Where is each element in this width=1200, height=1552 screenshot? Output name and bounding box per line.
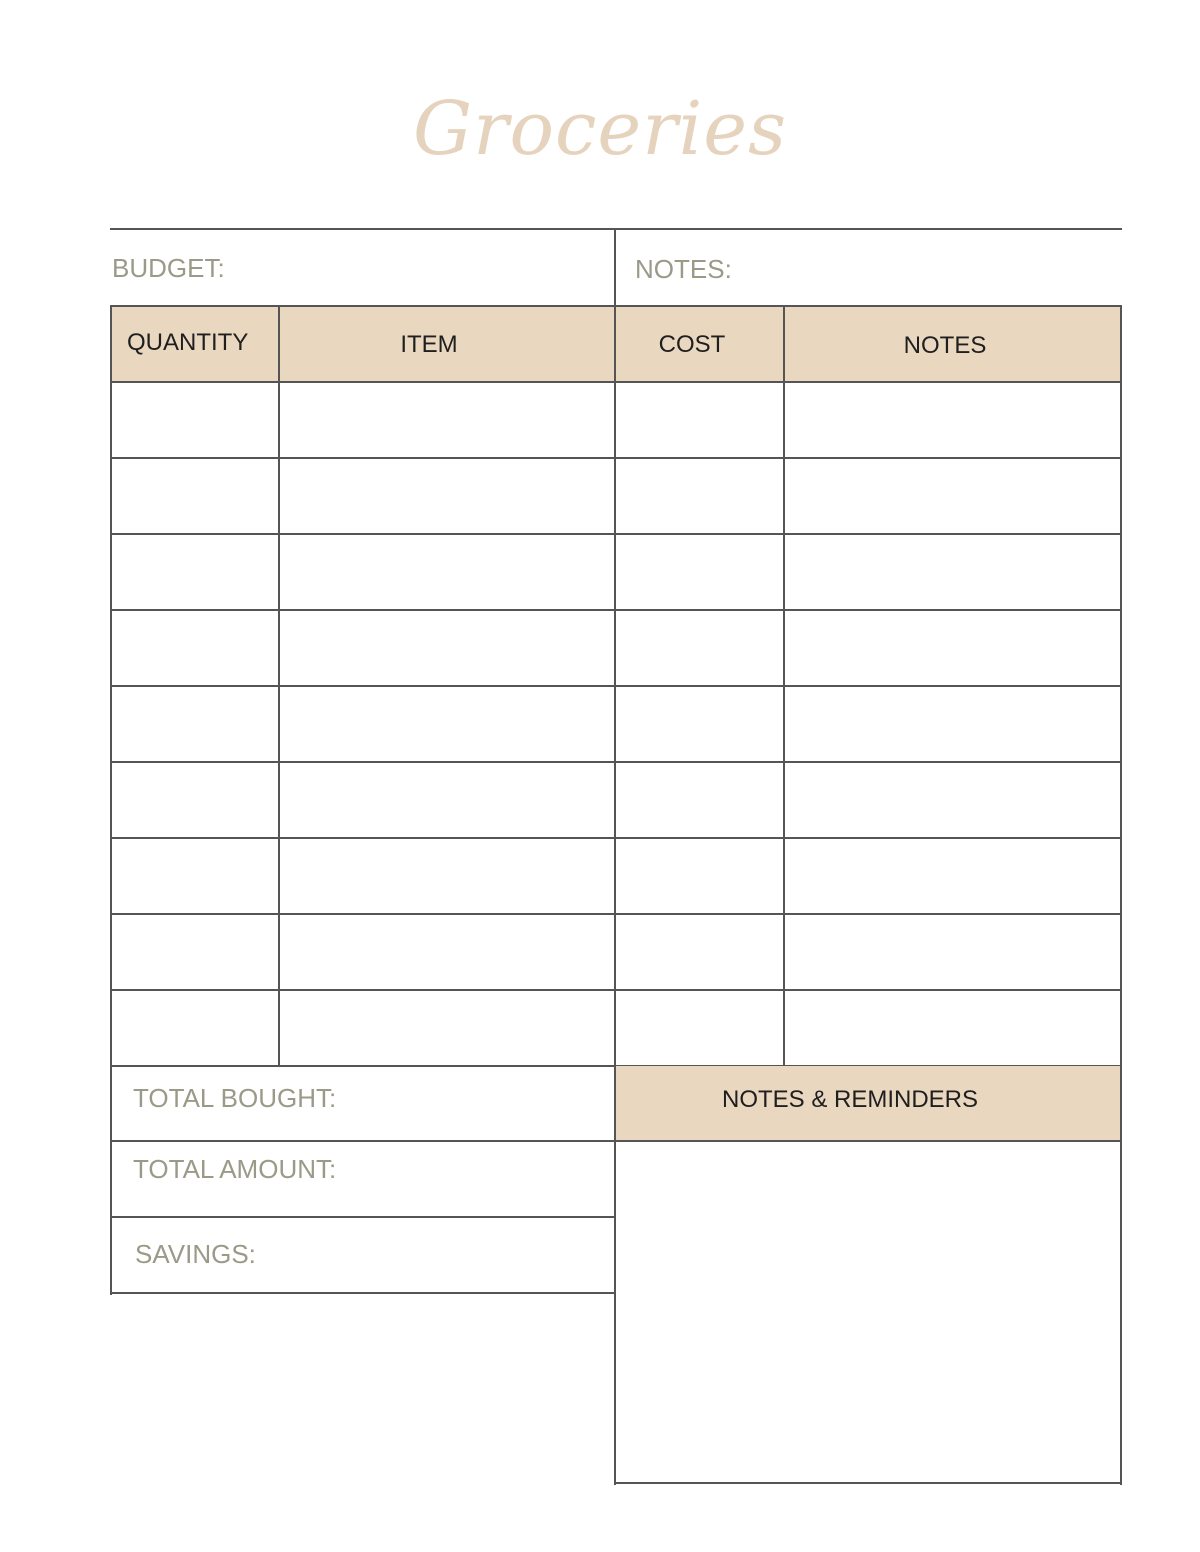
table-cell-cost[interactable] (617, 764, 782, 836)
totals-left-border (110, 1065, 112, 1295)
table-cell-quantity[interactable] (113, 536, 277, 608)
notes-panel-left-border (614, 1065, 616, 1485)
table-row-line (110, 837, 1122, 839)
table-cell-notes[interactable] (786, 840, 1119, 912)
table-cell-cost[interactable] (617, 992, 782, 1064)
table-column-line (1120, 305, 1122, 1066)
table-cell-quantity[interactable] (113, 840, 277, 912)
table-cell-cost[interactable] (617, 688, 782, 760)
table-cell-item[interactable] (281, 840, 613, 912)
totals-bottom-border (110, 1292, 616, 1294)
notes-panel-right-border (1120, 1065, 1122, 1485)
header-quantity: QUANTITY (127, 329, 249, 356)
notes-label: NOTES: (635, 254, 732, 284)
table-row-line (110, 989, 1122, 991)
table-cell-quantity[interactable] (113, 764, 277, 836)
table-cell-item[interactable] (281, 916, 613, 988)
header-cost: COST (658, 331, 726, 358)
table-row-line (110, 381, 1122, 383)
header-item: ITEM (400, 331, 458, 358)
page-title: Groceries (412, 86, 788, 172)
table-cell-cost[interactable] (617, 460, 782, 532)
table-cell-notes[interactable] (786, 384, 1119, 456)
table-cell-quantity[interactable] (113, 992, 277, 1064)
totals-divider-1 (110, 1140, 616, 1142)
table-cell-quantity[interactable] (113, 688, 277, 760)
table-cell-cost[interactable] (617, 612, 782, 684)
table-cell-quantity[interactable] (113, 612, 277, 684)
totals-divider-2 (110, 1216, 616, 1218)
table-column-line (278, 305, 280, 1066)
table-cell-notes[interactable] (786, 764, 1119, 836)
notes-panel-bottom-border (614, 1482, 1122, 1484)
table-row-line (110, 305, 1122, 307)
total-amount-field[interactable] (350, 1143, 611, 1214)
table-cell-item[interactable] (281, 612, 613, 684)
table-cell-notes[interactable] (786, 460, 1119, 532)
table-cell-item[interactable] (281, 764, 613, 836)
table-cell-cost[interactable] (617, 536, 782, 608)
notes-field[interactable] (740, 232, 1120, 304)
fields-divider (614, 228, 616, 306)
savings-label: SAVINGS: (135, 1239, 256, 1269)
table-cell-cost[interactable] (617, 384, 782, 456)
savings-field[interactable] (265, 1219, 611, 1290)
table-cell-notes[interactable] (786, 688, 1119, 760)
top-divider (110, 228, 1122, 230)
table-row-line (110, 457, 1122, 459)
budget-label: BUDGET: (112, 253, 225, 283)
notes-reminders-header: NOTES & REMINDERS (721, 1086, 979, 1113)
table-row-line (110, 609, 1122, 611)
table-row-line (110, 913, 1122, 915)
notes-panel-header-divider (614, 1140, 1122, 1142)
table-cell-item[interactable] (281, 688, 613, 760)
table-cell-item[interactable] (281, 536, 613, 608)
table-column-line (614, 305, 616, 1066)
table-cell-cost[interactable] (617, 916, 782, 988)
table-cell-cost[interactable] (617, 840, 782, 912)
table-cell-notes[interactable] (786, 536, 1119, 608)
table-cell-item[interactable] (281, 384, 613, 456)
table-column-line (110, 305, 112, 1066)
table-column-line (783, 305, 785, 1066)
table-cell-quantity[interactable] (113, 384, 277, 456)
table-cell-item[interactable] (281, 992, 613, 1064)
total-bought-field[interactable] (345, 1068, 611, 1138)
table-cell-quantity[interactable] (113, 916, 277, 988)
total-bought-label: TOTAL BOUGHT: (133, 1083, 337, 1113)
table-cell-item[interactable] (281, 460, 613, 532)
table-cell-notes[interactable] (786, 992, 1119, 1064)
table-row-line (110, 533, 1122, 535)
table-cell-notes[interactable] (786, 916, 1119, 988)
header-notes: NOTES (903, 332, 987, 359)
table-row-line (110, 685, 1122, 687)
budget-field[interactable] (230, 232, 610, 304)
table-cell-notes[interactable] (786, 612, 1119, 684)
table-cell-quantity[interactable] (113, 460, 277, 532)
total-amount-label: TOTAL AMOUNT: (133, 1154, 337, 1184)
notes-reminders-area[interactable] (618, 1144, 1118, 1480)
table-row-line (110, 761, 1122, 763)
